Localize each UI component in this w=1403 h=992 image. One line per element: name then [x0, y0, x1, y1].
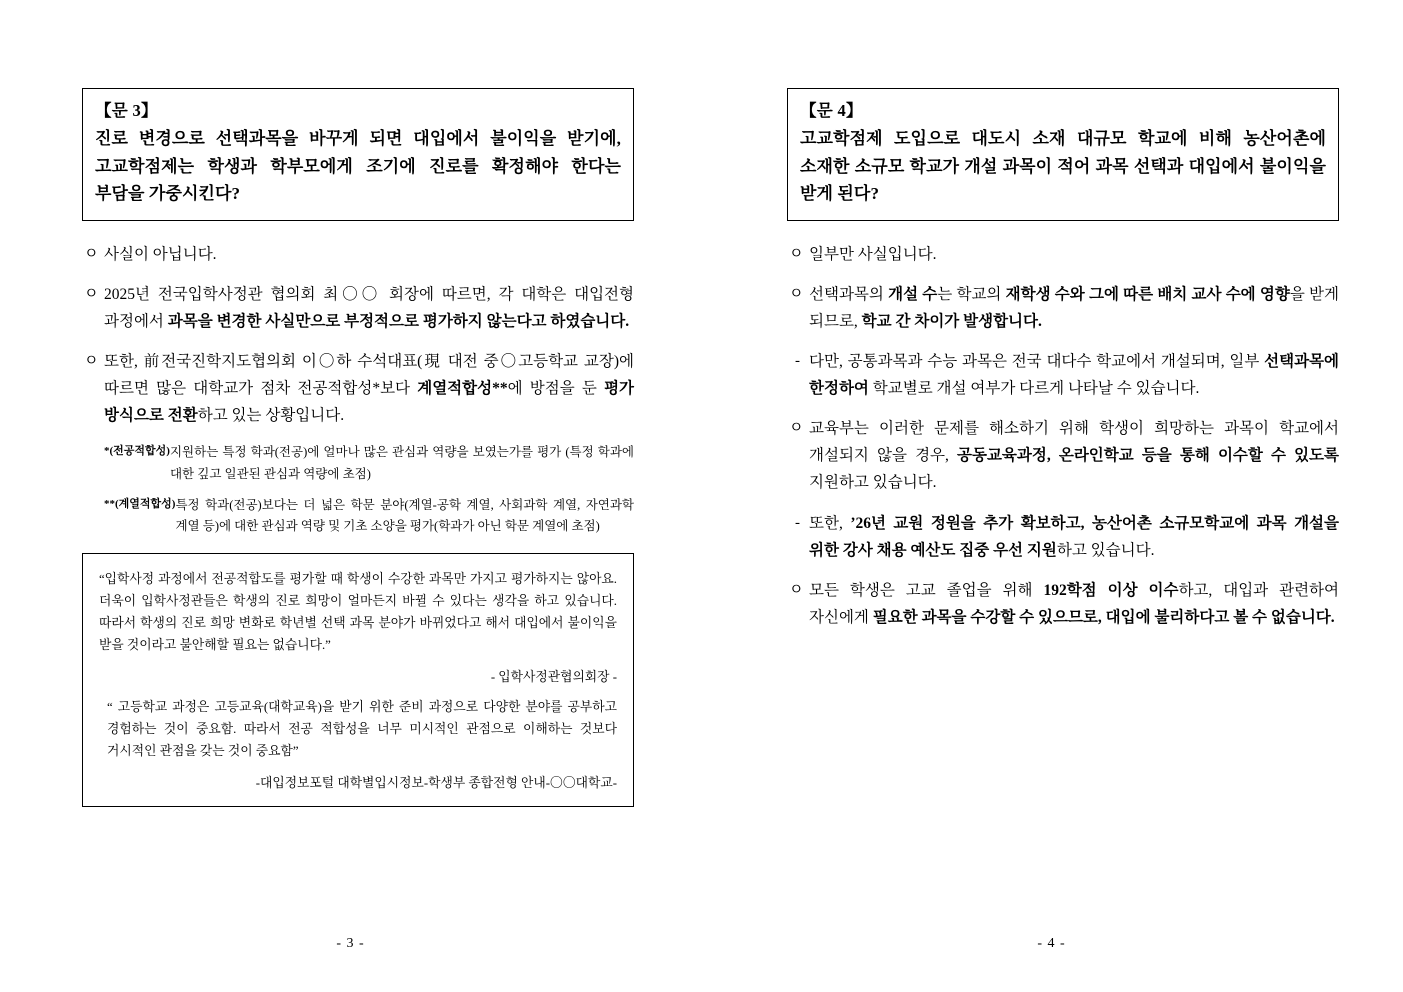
- list-item-text: 모든 학생은 고교 졸업을 위해 192학점 이상 이수하고, 대입과 관련하여 자신에게 필요한 과목을 수강할 수 있으므로, 대입에 불리하다고 볼 수 없습니다.: [809, 581, 1339, 626]
- quote-paragraph-2: “ 고등학교 과정은 고등교육(대학교육)을 받기 위한 준비 과정으로 다양한 분야를 공부하고 경험하는 것이 중요함. 따라서 전공 적합성을 너무 미시적인 관점으로 이해하는 것보다 거시적인 관점을 갖는 것이 중요함”: [107, 700, 617, 759]
- list-item: [787, 281, 1339, 335]
- list-item-text: 일부만 사실입니다.: [809, 245, 937, 263]
- answer-list-4: [787, 241, 1339, 632]
- page-3-content: [82, 88, 634, 807]
- list-item-text: 2025년 전국입학사정관 협의회 최〇〇 회장에 따르면, 각 대학은 대입전형 과정에서 과목을 변경한 사실만으로 부정적으로 평가하지 않는다고 하였습니다.: [104, 285, 634, 330]
- quote-attribution-2: -대입정보포털 대학별입시정보-학생부 종합전형 안내-〇〇대학교-: [255, 776, 617, 791]
- question-box-3: [82, 88, 634, 221]
- question-text-3: 진로 변경으로 선택과목을 바꾸게 되면 대입에서 불이익을 받기에, 고교학점제는 학생과 학부모에게 조기에 진로를 확정해야 한다는 부담을 가중시킨다?: [95, 129, 621, 204]
- question-text-4: 고교학점제 도입으로 대도시 소재 대규모 학교에 비해 농산어촌에 소재한 소규모 학교가 개설 과목이 적어 과목 선택과 대입에서 불이익을 받게 된다?: [800, 129, 1326, 204]
- answer-list-3: [82, 241, 634, 538]
- list-item: [787, 348, 1339, 402]
- bullet-marker: ㅇ: [789, 581, 804, 598]
- footnote-row: [104, 442, 634, 485]
- question-box-4: [787, 88, 1339, 221]
- list-item-text: 또한, ’26년 교원 정원을 추가 확보하고, 농산어촌 소규모학교에 과목 개설을 위한 강사 채용 예산도 집중 우선 지원하고 있습니다.: [809, 514, 1339, 559]
- list-item: [82, 281, 634, 335]
- footnote-marker: **(계열적합성): [104, 497, 176, 510]
- bullet-marker: ㅇ: [84, 245, 99, 262]
- list-item-text: 다만, 공통과목과 수능 과목은 전국 대다수 학교에서 개설되며, 일부 선택과목에 한정하여 학교별로 개설 여부가 다르게 나타날 수 있습니다.: [809, 352, 1339, 398]
- bullet-marker: -: [795, 514, 800, 531]
- quote-paragraph-1: “입학사정 과정에서 전공적합도를 평가할 때 학생이 수강한 과목만 가지고 평가하지는 않아요. 더욱이 입학사정관들은 학생의 진로 희망이 얼마든지 바뀔 수 있다는 생각을 하고 있습니다. 따라서 학생의 진로 희망 변화로 학년별 선택 과목 분야가 바뀌었다고 해서 대입에서 불이익을 받을 것이라고 불안해할 필요는 없습니다.”: [99, 572, 617, 653]
- quotation-box: [82, 553, 634, 807]
- bullet-marker: ㅇ: [789, 420, 804, 437]
- footnote-group: [104, 442, 634, 537]
- bullet-marker: ㅇ: [84, 285, 99, 302]
- bullet-marker: ㅇ: [789, 285, 804, 302]
- footnote-row: [104, 495, 634, 538]
- page-4-content: [787, 88, 1339, 644]
- list-item: [787, 415, 1339, 496]
- page-number-left: - 3 -: [336, 936, 365, 951]
- list-item: [787, 241, 1339, 268]
- bullet-marker: ㅇ: [84, 352, 99, 369]
- footnote-text: 지원하는 특정 학과(전공)에 얼마나 많은 관심과 역량을 보였는가를 평가 (특정 학과에 대한 깊고 일관된 관심과 역량에 초점): [169, 445, 634, 481]
- footnote-text: 특정 학과(전공)보다는 더 넓은 학문 분야(계열-공학 계열, 사회과학 계열, 자연과학 계열 등)에 대한 관심과 역량 및 기초 소양을 평가(학과가 아닌 학문 계열에 초점): [175, 497, 634, 534]
- list-item-text: 사실이 아닙니다.: [104, 245, 217, 263]
- bullet-marker: ㅇ: [789, 245, 804, 262]
- question-label-4: 【문 4】: [800, 101, 863, 120]
- list-item-text: 선택과목의 개설 수는 학교의 재학생 수와 그에 따른 배치 교사 수에 영향을 받게 되므로, 학교 간 차이가 발생합니다.: [809, 285, 1339, 330]
- list-item: [787, 510, 1339, 564]
- list-item: [82, 348, 634, 429]
- bullet-marker: -: [795, 352, 800, 369]
- list-item: [787, 577, 1339, 631]
- page-4: [701, 0, 1402, 992]
- list-item: [82, 241, 634, 268]
- list-item-text: 교육부는 이러한 문제를 해소하기 위해 학생이 희망하는 과목이 학교에서 개설되지 않을 경우, 공동교육과정, 온라인학교 등을 통해 이수할 수 있도록 지원하고 있습니다.: [809, 420, 1339, 492]
- footnote-marker: *(전공적합성): [104, 445, 170, 458]
- page-number-right: - 4 -: [1037, 936, 1066, 951]
- quote-attribution-1: - 입학사정관협의회장 -: [490, 670, 617, 685]
- question-label-3: 【문 3】: [95, 101, 158, 120]
- list-item-text: 또한, 前전국진학지도협의회 이〇하 수석대표(現 대전 중〇고등학교 교장)에 따르면 많은 대학교가 점차 전공적합성*보다 계열적합성**에 방점을 둔 평가 방식으로 전환하고 있는 상황입니다.: [104, 352, 635, 425]
- page-3: [0, 0, 701, 992]
